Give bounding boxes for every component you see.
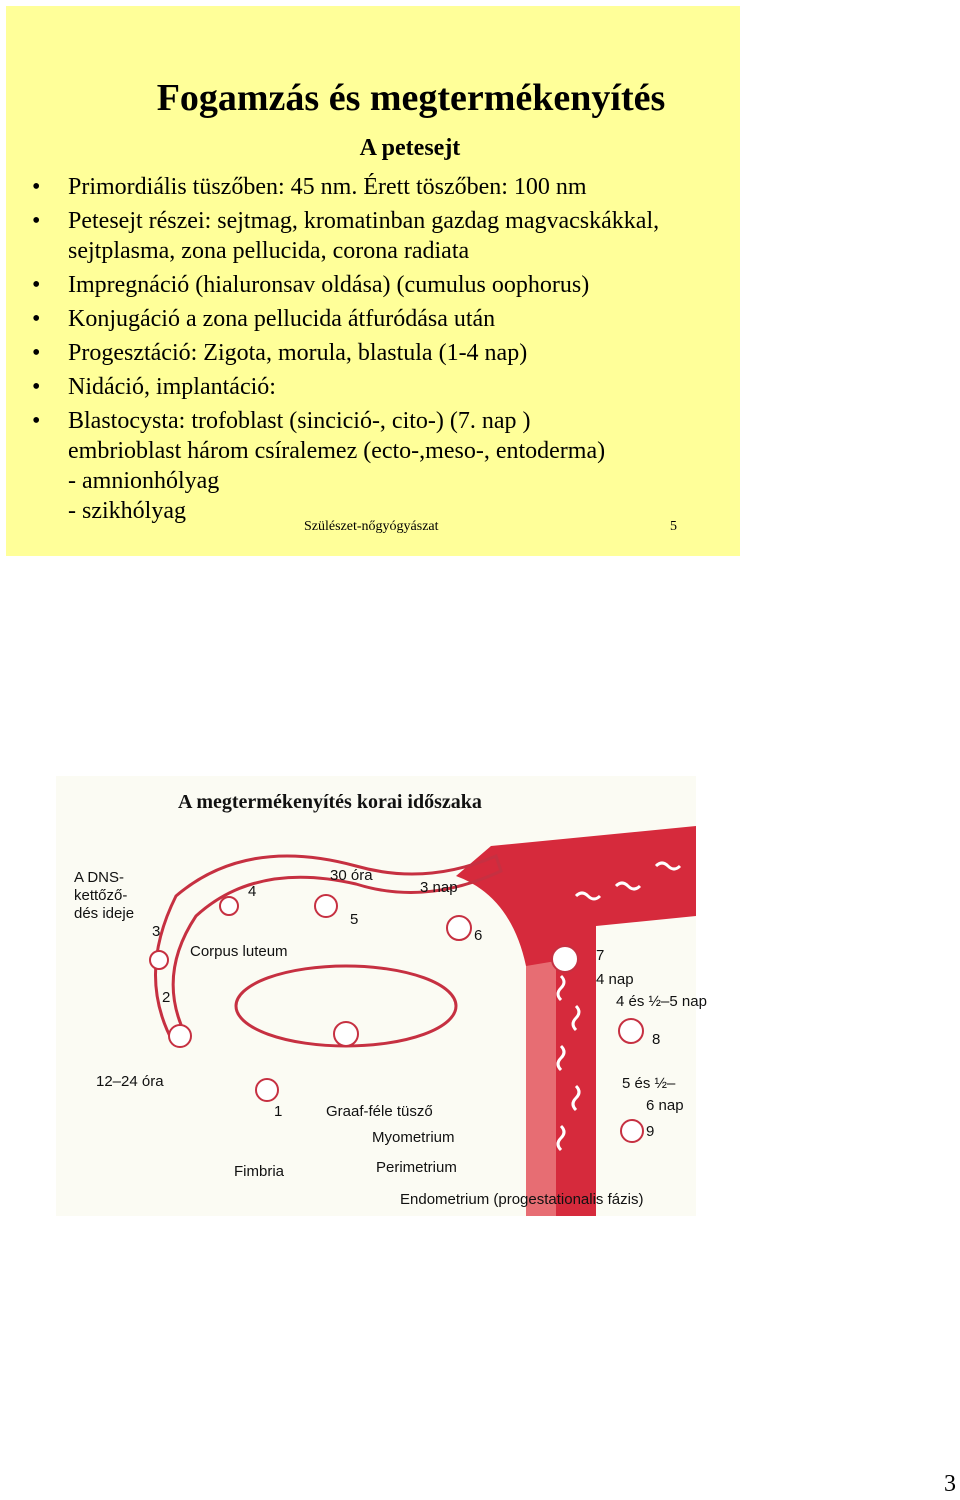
bullet-item: • Konjugáció a zona pellucida átfuródása után <box>32 304 752 334</box>
footer-label: Szülészet-nőgyógyászat <box>304 519 439 534</box>
label-3: 3 <box>152 923 161 940</box>
bullet-item: • Progesztáció: Zigota, morula, blastula (1-4 nap) <box>32 338 752 368</box>
slide-subtitle: A petesejt <box>359 135 461 161</box>
slide <box>6 6 740 556</box>
fertilization-diagram <box>56 776 707 1216</box>
stage-3-cell <box>150 951 168 969</box>
stage-8-cell <box>619 1019 643 1043</box>
slide-title: Fogamzás és megtermékenyítés <box>156 77 666 119</box>
label-7: 7 <box>596 947 605 964</box>
label-endometrium: Endometrium (progestationalis fázis) <box>400 1191 644 1208</box>
label-fimbria: Fimbria <box>234 1163 285 1180</box>
label-corpus-luteum: Corpus luteum <box>190 943 288 960</box>
label-12-24-ora: 12–24 óra <box>96 1073 164 1090</box>
label-perimetrium: Perimetrium <box>376 1159 457 1176</box>
fertilization-figure <box>56 776 707 1216</box>
graafian-follicle <box>334 1022 358 1046</box>
stage-2-cell <box>169 1025 191 1047</box>
endometrium-layer <box>526 961 556 1216</box>
label-5: 5 <box>350 911 359 928</box>
stage-9-cell <box>621 1120 643 1142</box>
stage-1-cell <box>256 1079 278 1101</box>
label-3-nap: 3 nap <box>420 879 458 896</box>
bullet-item: • Nidáció, implantáció: <box>32 372 752 402</box>
continuation-line: - szikhólyag <box>68 498 186 524</box>
label-1: 1 <box>274 1103 283 1120</box>
svg-text:A DNS-: A DNS- <box>74 869 125 886</box>
continuation-line: embrioblast három csíralemez (ecto-,meso-, entoderma) <box>68 438 606 464</box>
svg-text:dés ideje: dés ideje <box>74 905 135 922</box>
label-myometrium: Myometrium <box>372 1129 455 1146</box>
dns-label <box>74 869 134 922</box>
figure-title: A megtermékenyítés korai időszaka <box>178 791 482 813</box>
stage-6-cell <box>447 916 471 940</box>
label-4-5-nap: 4 és ½–5 nap <box>616 993 707 1010</box>
svg-text:kettőző-: kettőző- <box>74 887 128 904</box>
label-graaf: Graaf-féle tüsző <box>326 1103 433 1120</box>
continuation-line: - amnionhólyag <box>68 468 220 494</box>
label-4: 4 <box>248 883 257 900</box>
stage-5-cell <box>315 895 337 917</box>
page-number: 3 <box>944 1471 956 1497</box>
label-30-ora: 30 óra <box>330 867 373 884</box>
bullet-list <box>32 172 752 526</box>
label-4-nap: 4 nap <box>596 971 634 988</box>
bullet-item: • Blastocysta: trofoblast (sincició-, cito-) (7. nap ) <box>32 406 752 436</box>
uterus-wall <box>456 826 696 1216</box>
bullet-item: • Petesejt részei: sejtmag, kromatinban gazdag magvacskákkal, sejtplasma, zona pellucida, corona radiata <box>32 206 752 266</box>
label-9: 9 <box>646 1123 655 1140</box>
label-8: 8 <box>652 1031 661 1048</box>
bullet-item: • Impregnáció (hialuronsav oldása) (cumulus oophorus) <box>32 270 752 300</box>
label-5-6-nap-a: 5 és ½– <box>622 1075 676 1092</box>
stage-4-cell <box>220 897 238 915</box>
footer-page-number: 5 <box>670 519 677 534</box>
stage-7-cell <box>552 946 578 972</box>
label-2: 2 <box>162 989 171 1006</box>
bullet-item: • Primordiális tüszőben: 45 nm. Érett töszőben: 100 nm <box>32 172 752 202</box>
label-5-6-nap-b: 6 nap <box>646 1097 684 1114</box>
label-6: 6 <box>474 927 483 944</box>
